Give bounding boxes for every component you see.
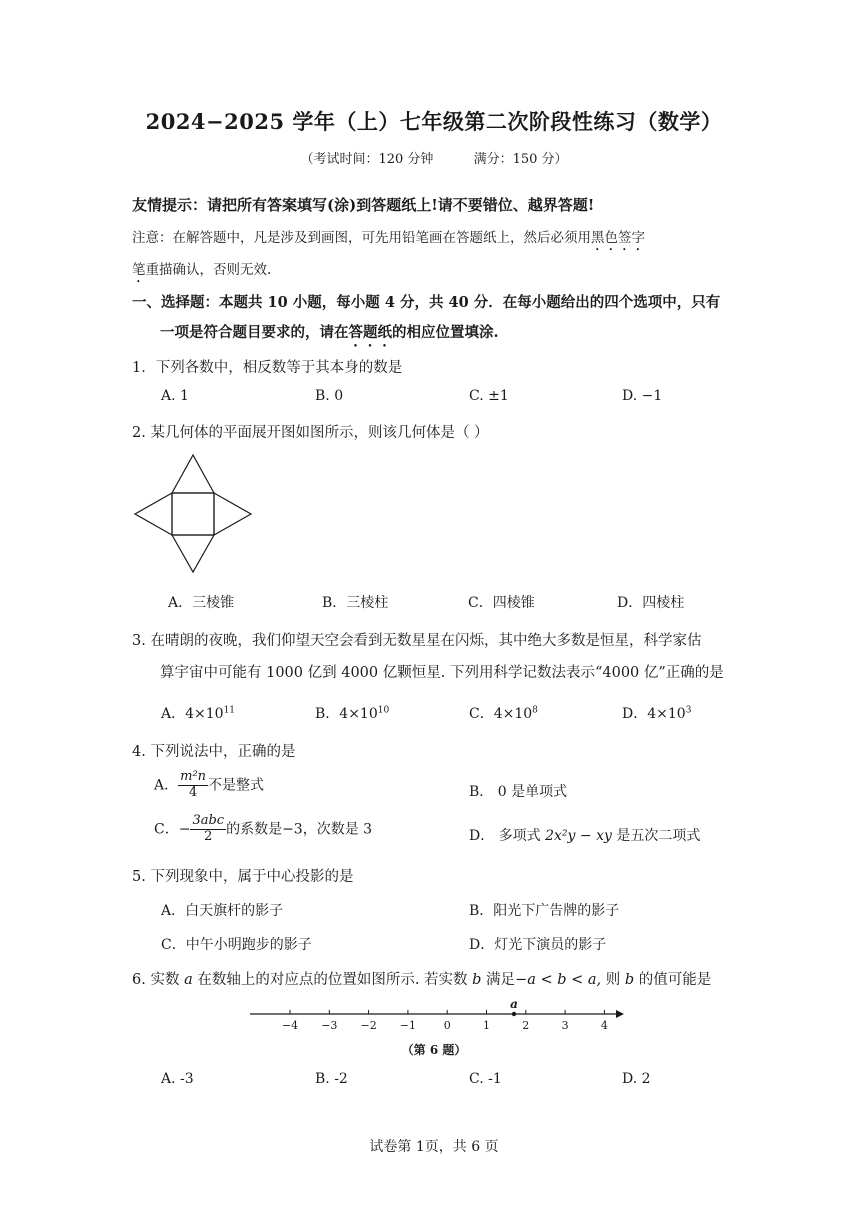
note-text: 注意：在解答题中，凡是涉及到画图，可先用铅笔画在答题纸上，然后必须用	[132, 230, 591, 246]
number-line-tick-label: −3	[321, 1019, 338, 1032]
section-text: 一项是符合题目要求的，请在	[160, 324, 349, 341]
q1-option-c[interactable]: C. ±1	[469, 388, 509, 404]
q3-option-b[interactable]	[315, 703, 389, 723]
q2-option-a[interactable]: A．三棱锥	[168, 595, 235, 611]
number-line-tick-label: 1	[483, 1019, 490, 1032]
q3-option-c[interactable]	[469, 703, 538, 723]
number-line-tick-label: 4	[600, 1019, 608, 1032]
number-line-tick-label: 0	[443, 1019, 451, 1032]
note-line-1	[132, 226, 645, 254]
q4-c-numerator: 3abc	[192, 813, 225, 828]
number-line-tick-label: −4	[281, 1019, 299, 1032]
q5-option-b[interactable]: B．阳光下广告牌的影子	[469, 903, 620, 919]
friendly-tip: 友情提示：请把所有答案填写(涂)到答题纸上!请不要错位、越界答题!	[132, 196, 595, 214]
q3-c-label: C．	[469, 706, 494, 722]
q4-d-text: D． 多项式	[469, 828, 546, 844]
q3-a-exp: 11	[223, 705, 236, 716]
q4-c-text: 的系数是−3，次数是 3	[226, 821, 373, 838]
exam-info	[0, 148, 868, 167]
q1-option-a[interactable]: A. 1	[161, 388, 189, 404]
section-1-heading: 一、选择题：本题共 10 小题，每小题 4 分，共 40 分．在每小题给出的四个选项中，只有	[132, 294, 721, 311]
q6-var-b: b	[472, 972, 482, 988]
q4-a-fraction	[178, 770, 208, 801]
q4-a-denominator: 4	[188, 784, 198, 800]
q1-option-d[interactable]: D. −1	[622, 388, 663, 404]
number-line-arrow	[616, 1010, 624, 1018]
q3-option-a[interactable]	[161, 703, 235, 723]
q3-b-base: 4×10	[339, 706, 378, 722]
q4-c-denominator: 2	[204, 828, 213, 844]
question-1-stem: 1．下列各数中，相反数等于其本身的数是	[132, 360, 403, 376]
q3-a-base: 4×10	[185, 706, 224, 722]
q6-text-1: 6. 实数	[132, 972, 185, 988]
q6-var-b-2: b	[624, 972, 635, 988]
number-line-tick-label: −1	[399, 1019, 417, 1032]
question-6-stem	[132, 968, 711, 989]
q3-b-label: B．	[315, 706, 340, 722]
question-3-line-2: 算宇宙中可能有 1000 亿到 4000 亿颗恒星. 下列用科学记数法表示“4000 亿”正确的是	[160, 665, 724, 681]
q6-text-4: 则	[601, 972, 625, 988]
q4-option-b[interactable]: B． 0 是单项式	[469, 784, 568, 800]
question-2-stem: 2. 某几何体的平面展开图如图所示，则该几何体是（ ）	[132, 425, 489, 441]
q6-var-a: a	[184, 972, 193, 988]
q5-option-d[interactable]: D．灯光下演员的影子	[469, 937, 607, 953]
page-footer: 试卷第 1页，共 6 页	[369, 1139, 499, 1155]
page-title: 2024−2025 学年（上）七年级第二次阶段性练习（数学）	[145, 109, 723, 134]
q3-b-exp: 10	[377, 705, 390, 716]
q4-d-text-end: 是五次二项式	[611, 828, 701, 844]
number-line-tick-label: 3	[561, 1019, 569, 1032]
q2-option-c[interactable]: C．四棱锥	[468, 595, 535, 611]
q6-option-a[interactable]: A. -3	[161, 1071, 194, 1087]
q3-option-d[interactable]	[622, 703, 691, 723]
q6-text-2: 在数轴上的对应点的位置如图所示. 若实数	[192, 972, 473, 988]
section-text-end: 的相应位置填涂.	[392, 324, 499, 341]
section-emphasis: 答题纸	[348, 324, 392, 341]
pyramid-net-figure	[130, 450, 260, 576]
section-1-heading-2	[160, 321, 499, 350]
point-a-marker	[512, 1012, 516, 1016]
question-4-stem: 4. 下列说法中，正确的是	[132, 744, 296, 760]
q6-text-5: 的值可能是	[634, 972, 712, 988]
number-line-tick-label: 2	[522, 1019, 530, 1032]
q3-c-exp: 8	[532, 705, 538, 716]
q6-condition: −a < b < a,	[515, 972, 602, 988]
q4-c-fraction	[190, 814, 226, 845]
q3-d-exp: 3	[685, 705, 692, 716]
number-line-figure	[248, 994, 628, 1036]
q3-d-label: D．	[622, 706, 648, 722]
q3-c-base: 4×10	[493, 706, 533, 722]
number-line-tick-label: −2	[360, 1019, 377, 1032]
q5-option-a[interactable]: A．白天旗杆的影子	[161, 903, 284, 919]
point-a-label: a	[510, 997, 518, 1011]
question-3-line-1: 3. 在晴朗的夜晚，我们仰望天空会看到无数星星在闪烁，其中绝大多数是恒星，科学家估	[132, 633, 702, 649]
question-5-stem: 5. 下列现象中，属于中心投影的是	[132, 869, 354, 885]
figure-6-caption: （第 6 题）	[401, 1043, 467, 1057]
q3-a-label: A．	[161, 706, 186, 722]
q4-option-c[interactable]	[154, 814, 372, 845]
q5-option-c[interactable]: C．中午小明跑步的影子	[161, 937, 312, 953]
q3-d-base: 4×10	[647, 706, 686, 722]
q4-c-label: C．−	[154, 821, 191, 838]
note-emphasis: 黑色签字	[591, 230, 645, 246]
q2-option-d[interactable]: D．四棱柱	[617, 595, 685, 611]
q2-option-b[interactable]: B．三棱柱	[322, 595, 389, 611]
q4-option-d[interactable]	[469, 825, 700, 845]
q1-option-b[interactable]: B. 0	[315, 388, 344, 404]
q4-option-a[interactable]	[154, 770, 264, 801]
exam-score: 满分：150 分）	[473, 152, 568, 167]
q6-option-c[interactable]: C. -1	[469, 1071, 502, 1087]
q6-text-3: 满足	[481, 972, 516, 988]
note-line-2	[132, 258, 271, 286]
q4-a-label: A．	[154, 777, 179, 794]
exam-time: （考试时间：120 分钟	[300, 152, 434, 167]
q4-a-text: 不是整式	[208, 777, 265, 794]
note-text-2: 重描确认，否则无效.	[145, 262, 272, 278]
q6-option-b[interactable]: B. -2	[315, 1071, 348, 1087]
note-emphasis-2: 笔	[132, 262, 146, 278]
q4-d-expression: 2x²y − xy	[545, 828, 612, 844]
q6-option-d[interactable]: D. 2	[622, 1071, 651, 1087]
q4-a-numerator: m²n	[180, 769, 207, 784]
